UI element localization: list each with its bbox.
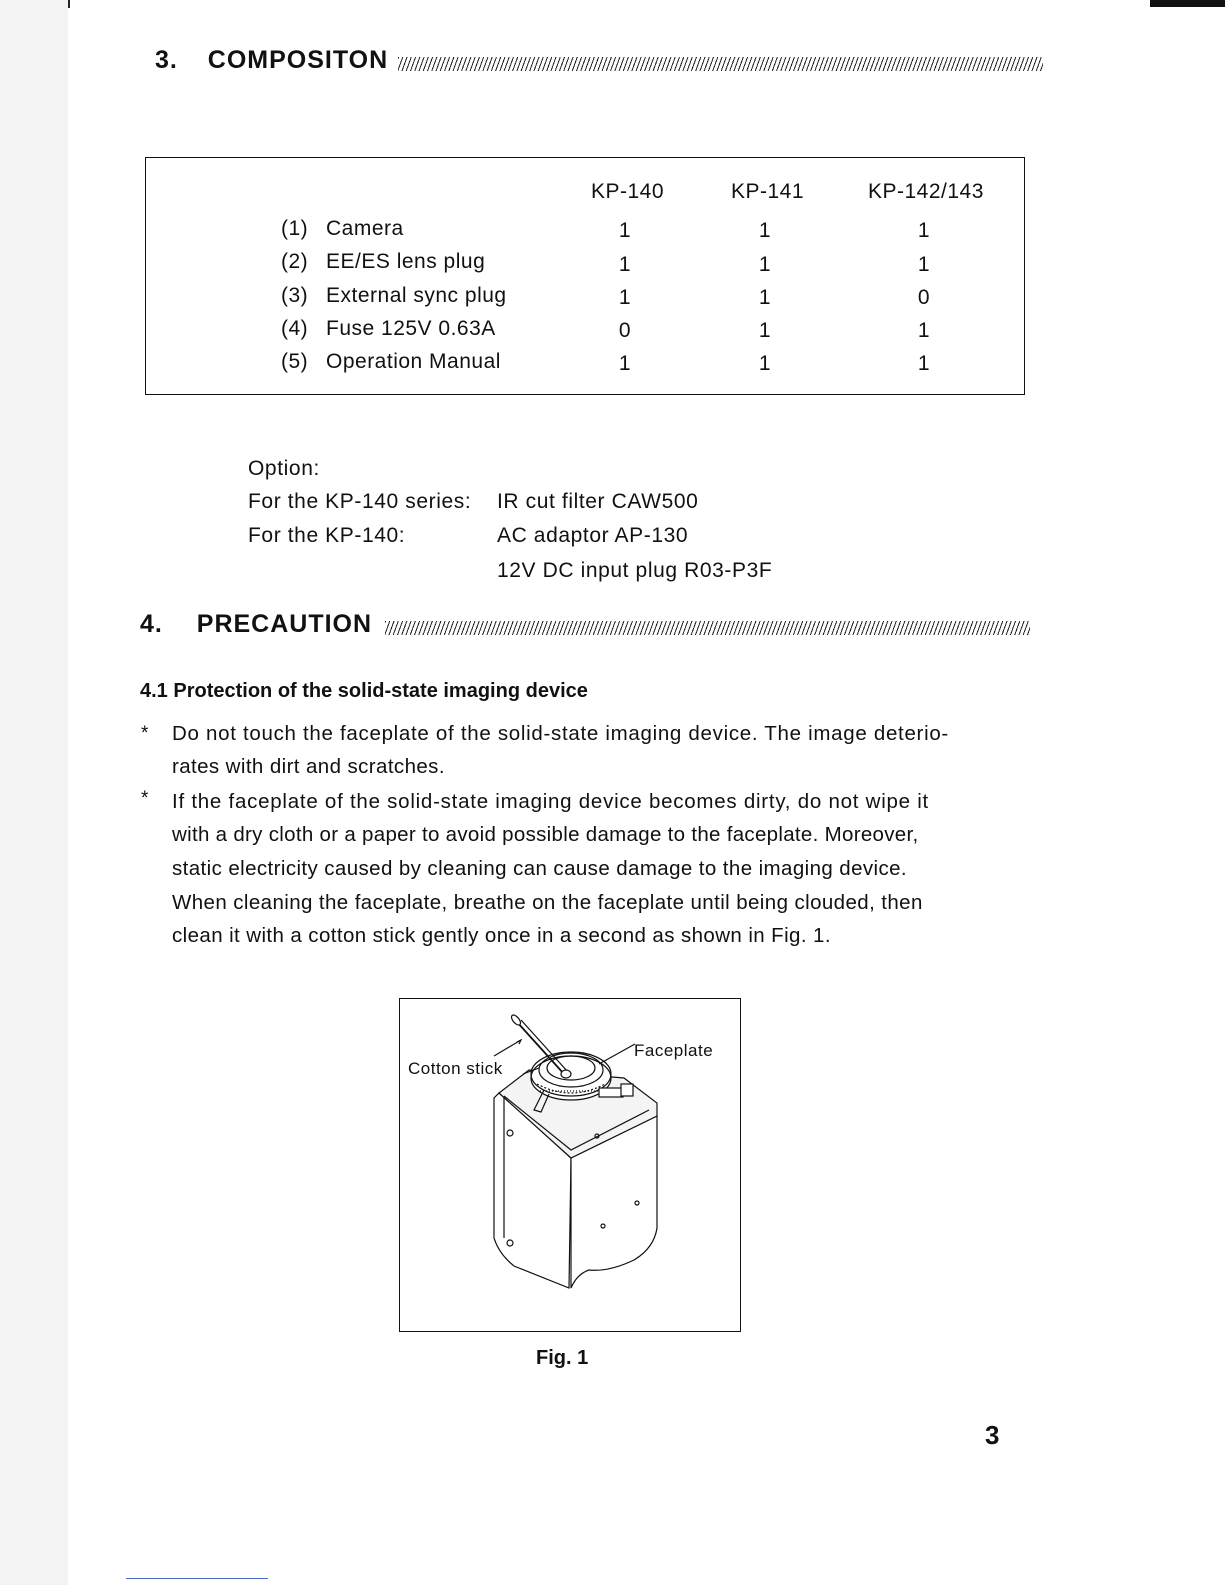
row-item: Camera bbox=[326, 217, 404, 240]
row-number: (1) bbox=[281, 217, 309, 240]
row-value-kp140: 1 bbox=[618, 253, 632, 276]
figure-label-faceplate: Faceplate bbox=[634, 1041, 714, 1060]
row-number: (3) bbox=[281, 284, 309, 307]
bullet-2-line-2: with a dry cloth or a paper to avoid possible damage to the faceplate. Moreover, bbox=[172, 823, 919, 846]
option-value-dc-plug: 12V DC input plug R03-P3F bbox=[497, 559, 773, 582]
row-number: (5) bbox=[281, 350, 309, 373]
section-3-number: 3. bbox=[155, 46, 178, 74]
scan-corner-mark bbox=[1150, 0, 1225, 7]
row-value-kp140: 1 bbox=[618, 219, 632, 242]
section-4-hatch-rule bbox=[385, 621, 1030, 635]
option-value-ac-adaptor: AC adaptor AP-130 bbox=[497, 524, 689, 547]
bullet-2-line-1: If the faceplate of the solid-state imaging device becomes dirty, do not wipe it bbox=[172, 790, 929, 813]
bullet-2-line-3: static electricity caused by cleaning can cause damage to the imaging device. bbox=[172, 857, 908, 880]
section-4-title: PRECAUTION bbox=[196, 610, 373, 638]
option-label-kp140: For the KP-140: bbox=[248, 524, 406, 547]
section-3-hatch-rule bbox=[398, 57, 1043, 71]
row-value-kp141: 1 bbox=[758, 319, 772, 342]
row-value-kp142: 1 bbox=[917, 253, 931, 276]
bullet-marker: * bbox=[141, 723, 149, 744]
bullet-2-line-4: When cleaning the faceplate, breathe on the faceplate until being clouded, then bbox=[172, 891, 923, 914]
row-number: (2) bbox=[281, 250, 309, 273]
option-title: Option: bbox=[248, 457, 320, 480]
row-item: EE/ES lens plug bbox=[326, 250, 486, 273]
scan-mark bbox=[68, 0, 70, 8]
row-item: Fuse 125V 0.63A bbox=[326, 317, 496, 340]
section-3-heading bbox=[155, 46, 388, 75]
row-value-kp140: 0 bbox=[618, 319, 632, 342]
row-value-kp140: 1 bbox=[618, 286, 632, 309]
col-header-kp140: KP-140 bbox=[591, 180, 665, 203]
bullet-1-line-2: rates with dirt and scratches. bbox=[172, 755, 445, 778]
option-value-ir-filter: IR cut filter CAW500 bbox=[497, 490, 699, 513]
section-4-number: 4. bbox=[140, 610, 163, 638]
scan-margin bbox=[0, 0, 68, 1585]
figure-caption: Fig. 1 bbox=[536, 1347, 589, 1369]
row-value-kp141: 1 bbox=[758, 253, 772, 276]
row-value-kp142: 1 bbox=[917, 352, 931, 375]
row-value-kp141: 1 bbox=[758, 219, 772, 242]
row-value-kp142: 1 bbox=[917, 219, 931, 242]
row-item: External sync plug bbox=[326, 284, 507, 307]
section-3-title: COMPOSITON bbox=[207, 46, 389, 74]
section-4-heading bbox=[140, 610, 372, 639]
row-number: (4) bbox=[281, 317, 309, 340]
row-value-kp141: 1 bbox=[758, 352, 772, 375]
subsection-4-1-heading: 4.1 Protection of the solid-state imaging device bbox=[140, 680, 588, 702]
row-item: Operation Manual bbox=[326, 350, 501, 373]
option-label-series: For the KP-140 series: bbox=[248, 490, 472, 513]
col-header-kp141: KP-141 bbox=[731, 180, 805, 203]
row-value-kp140: 1 bbox=[618, 352, 632, 375]
row-value-kp142: 1 bbox=[917, 319, 931, 342]
figure-label-cotton-stick: Cotton stick bbox=[408, 1059, 503, 1078]
row-value-kp142: 0 bbox=[917, 286, 931, 309]
row-value-kp141: 1 bbox=[758, 286, 772, 309]
page-number: 3 bbox=[985, 1420, 1000, 1450]
bullet-marker: * bbox=[141, 788, 149, 809]
scan-bottom-line bbox=[126, 1578, 268, 1579]
col-header-kp142-143: KP-142/143 bbox=[868, 180, 984, 203]
bullet-2-line-5: clean it with a cotton stick gently once in a second as shown in Fig. 1. bbox=[172, 924, 831, 947]
bullet-1-line-1: Do not touch the faceplate of the solid-state imaging device. The image deterio- bbox=[172, 722, 949, 745]
